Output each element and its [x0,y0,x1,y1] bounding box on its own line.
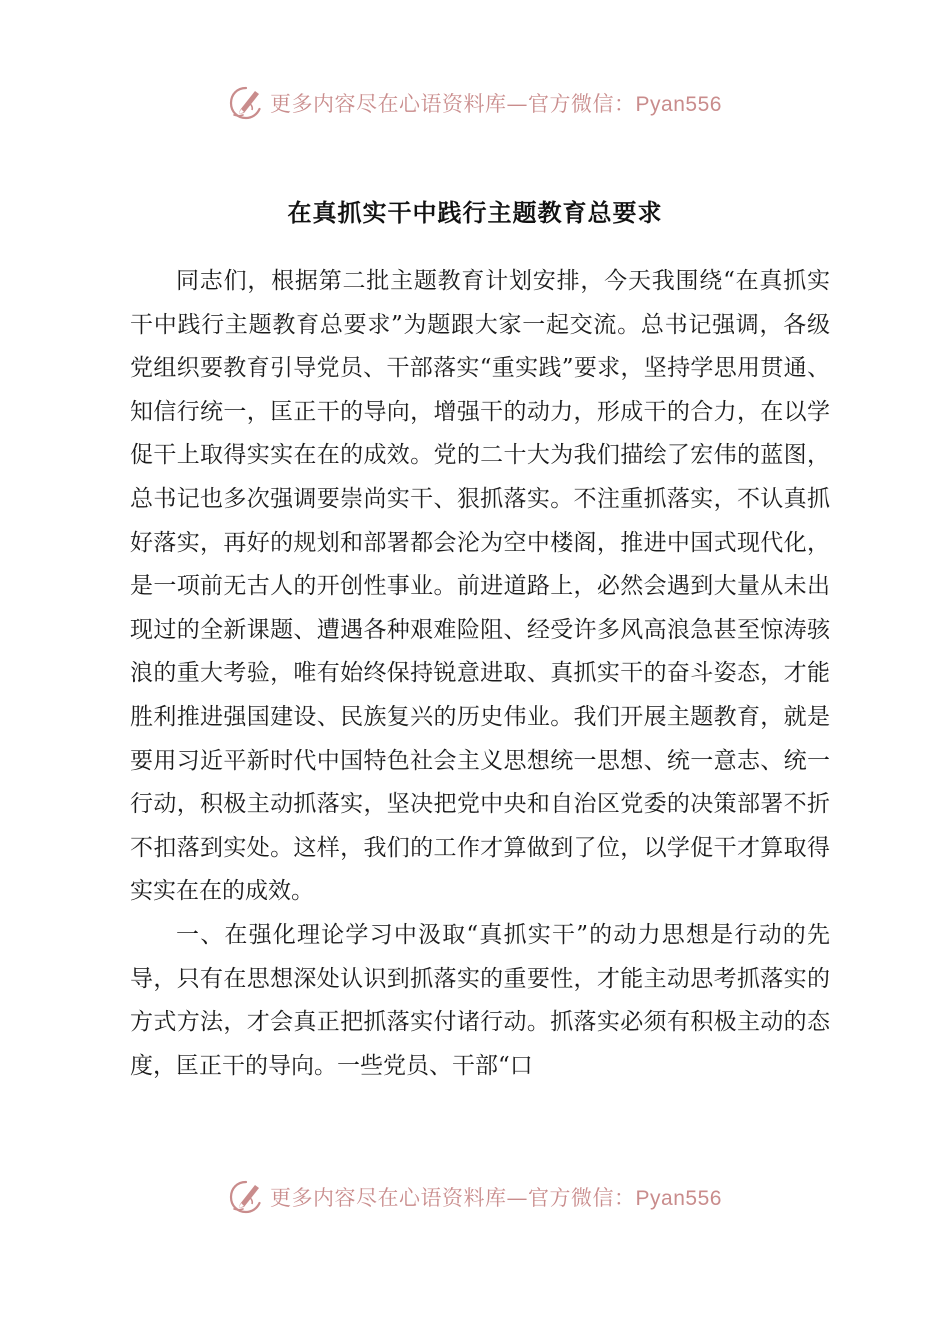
watermark-header [0,83,950,123]
pen-logo-icon [228,85,264,121]
watermark-footer [0,1177,950,1217]
paragraph: 一、在强化理论学习中汲取“真抓实干”的动力思想是行动的先导，只有在思想深处认识到抓落实的重要性，才能主动思考抓落实的方式方法，才会真正把抓落实付诸行动。抓落实必须有积极主动的态度，匡正干的导向。一些党员、干部“口 [130,921,830,1079]
watermark-handle: Pyan556 [635,93,722,116]
paragraph: 同志们，根据第二批主题教育计划安排，今天我围绕“在真抓实干中践行主题教育总要求”为题跟大家一起交流。总书记强调，各级党组织要教育引导党员、干部落实“重实践”要求，坚持学思用贯通、知信行统一，匡正干的导向，增强干的动力，形成干的合力，在以学促干上取得实实在在的成效。党的二十大为我们描绘了宏伟的蓝图，总书记也多次强调要崇尚实干、狠抓落实。不注重抓落实，不认真抓好落实，再好的规划和部署都会沦为空中楼阁，推进中国式现代化，是一项前无古人的开创性事业。前进道路上，必然会遇到大量从未出现过的全新课题、遭遇各种艰难险阻、经受许多风高浪急甚至惊涛骇浪的重大考验，唯有始终保持锐意进取、真抓实干的奋斗姿态，才能胜利推进强国建设、民族复兴的历史伟业。我们开展主题教育，就是要用习近平新时代中国特色社会主义思想统一思想、统一意志、统一行动，积极主动抓落实，坚决把党中央和自治区党委的决策部署不折不扣落到实处。这样，我们的工作才算做到了位，以学促干才算取得实实在在的成效。 [130,268,830,905]
watermark-text: 更多内容尽在心语资料库—官方微信：Pyan556 [270,1186,722,1210]
document-title: 在真抓实干中践行主题教育总要求 [287,199,663,227]
watermark-text: 更多内容尽在心语资料库—官方微信：Pyan556 [270,92,722,116]
watermark-handle: Pyan556 [635,1187,722,1210]
document-body [130,260,830,1088]
pen-logo-icon [228,1179,264,1215]
